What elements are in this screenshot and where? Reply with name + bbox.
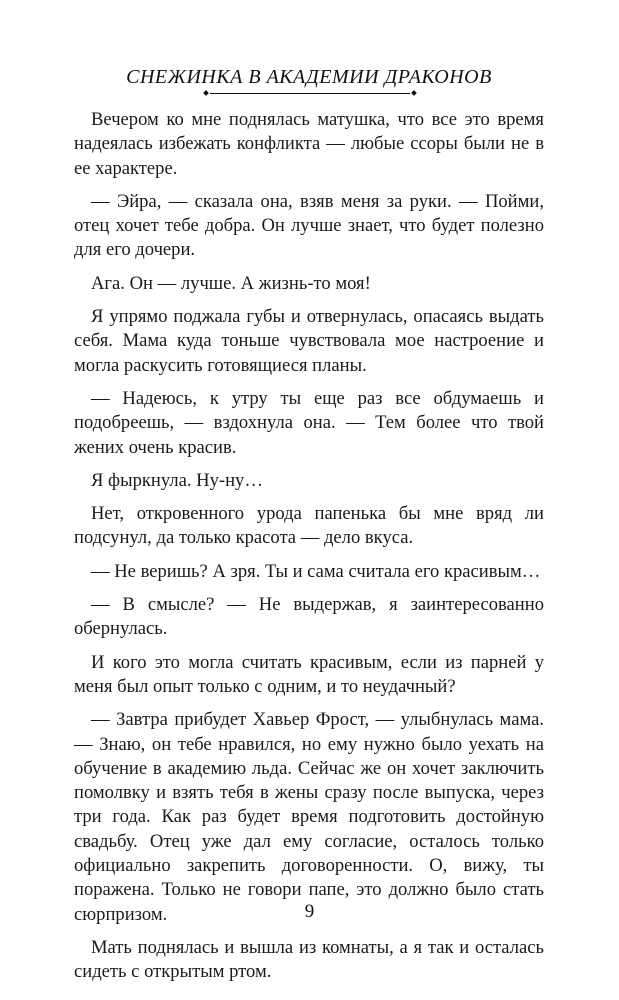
paragraph: И кого это могла считать красивым, если из парней у меня был опыт только с одним, и то неудачный? [74, 651, 544, 697]
paragraph: — Эйра, — сказала она, взяв меня за руки. — Пойми, отец хочет тебе добра. Он лучше знает, что будет полезно для его дочери. [74, 190, 544, 261]
paragraph: Вечером ко мне поднялась матушка, что все это время надеялась избежать конфликта — любые ссоры были не в ее характере. [74, 109, 544, 179]
running-head: СНЕЖИНКА В АКАДЕМИИ ДРАКОНОВ [126, 66, 492, 88]
paragraph: — Завтра прибудет Хавьер Фрост, — улыбнулась мама. — Знаю, он тебе нравился, но ему нужно было уехать на обучение в академию льда. Сейчас же он хочет заключить помолвку и взять тебя в жены сразу после выпуска, через три года. Как раз будет время подготовить достойную свадьбу. Отец уже дал ему согласие, осталось только официально закрепить договоренности. О, вижу, ты поражена. Только не говори папе, это должно было стать сюрпризом. [74, 709, 544, 925]
paragraph: — Не веришь? А зря. Ты и сама считала его красивым… [91, 560, 541, 582]
paragraph: Нет, откровенного урода папенька бы мне вряд ли подсунул, да только красота — дело вкуса. [74, 503, 544, 549]
page-number: 9 [304, 901, 315, 922]
body-text [74, 108, 544, 994]
paragraph: — Надеюсь, к утру ты еще раз все обдумаешь и подобреешь, — вздохнула она. — Тем более что твой жених очень красив. [74, 387, 544, 458]
paragraph: Ага. Он — лучше. А жизнь-то моя! [91, 272, 371, 294]
paragraph: — В смысле? — Не выдержав, я заинтересованно обернулась. [74, 594, 544, 640]
paragraph: Мать поднялась и вышла из комнаты, а я так и осталась сидеть с открытым ртом. [74, 936, 544, 983]
header-rule [210, 93, 410, 94]
paragraph: Я фыркнула. Ну-ну… [91, 469, 263, 491]
paragraph: Я упрямо поджала губы и отвернулась, опасаясь выдать себя. Мама куда тоньше чувствовала мое настроение и могла раскусить готовящиеся планы. [74, 306, 544, 376]
